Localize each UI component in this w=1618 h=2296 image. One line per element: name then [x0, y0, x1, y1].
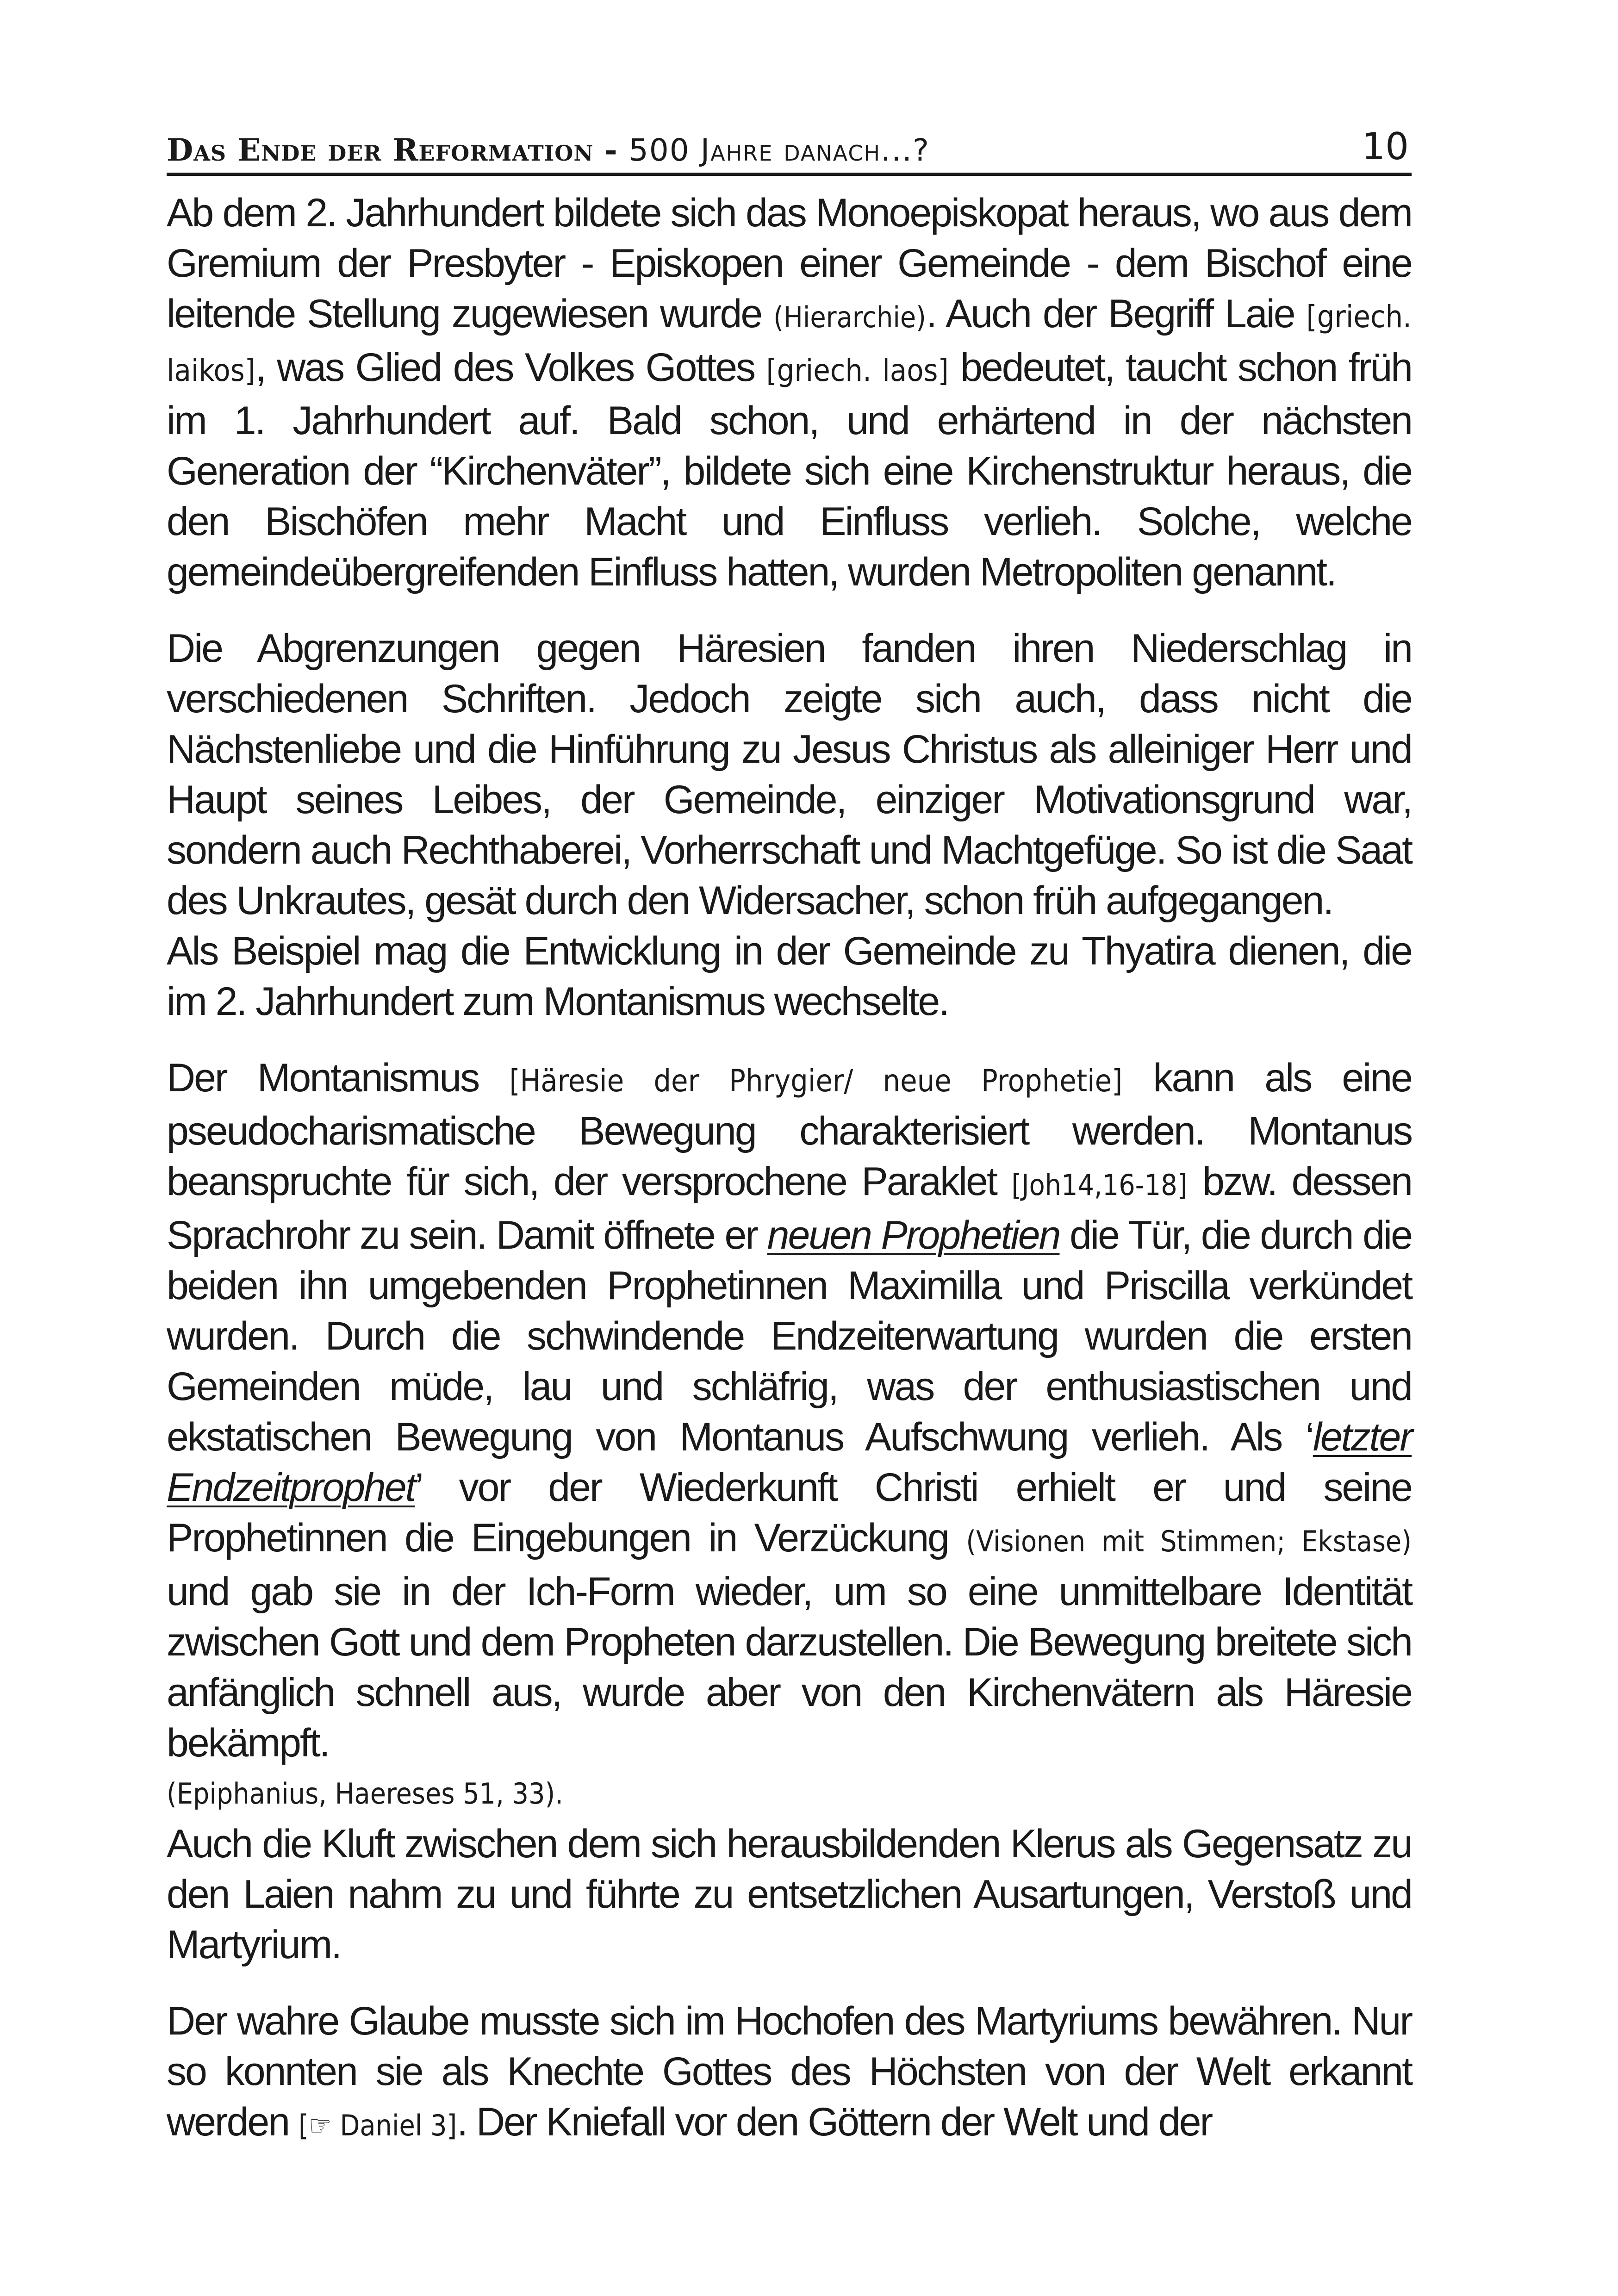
- text-run: bedeutet, taucht schon früh im 1. Jahrhundert auf. Bald schon, und erhärtend in der nächsten Generation der “Kirchenväter”, bildete sich eine Kirchenstruktur heraus, die den Bischöfen mehr Macht und Einfluss verlieh. Solche, welche gemeindeübergreifenden Einfluss hatten, wurden Metropoliten genannt.: [167, 345, 1412, 594]
- paragraph-klerus: Auch die Kluft zwischen dem sich herausbildenden Klerus als Gegensatz zu den Laien nahm zu und führte zu entsetzlichen Ausartungen, Verstoß und Martyrium.: [167, 1822, 1412, 1967]
- text-run: Ab dem 2. Jahrhundert bildete sich das Monoepiskopat heraus, wo aus dem Gremium der Presbyter - Episkopen einer Gemeinde - dem Bischof eine leitende Stellung zugewiesen wurde: [167, 191, 1412, 336]
- text-run: bzw. dessen Sprachrohr zu sein. Damit öffnete er: [167, 1159, 1412, 1257]
- text-run: und gab sie in der Ich-Form wieder, um so eine unmittelbare Identität zwischen Gott und dem Propheten darzustellen. Die Bewegung breitete sich anfänglich schnell aus, wurde aber von den Kirchenvätern als Häresie bekämpft.: [167, 1569, 1412, 1765]
- reference-note: [☞ Daniel 3]: [298, 2109, 457, 2142]
- reference-note: (Visionen mit Stimmen; Ekstase): [966, 1524, 1412, 1558]
- reference-note: [Häresie der Phrygier/ neue Prophetie]: [509, 1063, 1123, 1099]
- text-run: Der wahre Glaube musste sich im Hochofen des Martyriums bewähren. Nur so konnten sie als Knechte Gottes des Höchsten von der Welt erkannt werden: [167, 1999, 1412, 2144]
- emphasis-text: neuen Prophetien: [767, 1213, 1060, 1257]
- paragraph-monoepiskopat: [167, 188, 1412, 597]
- text-run: kann als eine pseudocharismatische Bewegung charakterisiert werden. Montanus beanspruchte für sich, der versprochene Paraklet: [167, 1056, 1412, 1204]
- header-title: [167, 132, 930, 168]
- paragraph-montanismus: [167, 1053, 1412, 1768]
- citation-epiphanius: (Epiphanius, Haereses 51, 33).: [167, 1777, 563, 1811]
- text-run: Der Montanismus: [167, 1056, 510, 1100]
- body-text: [167, 188, 1412, 2151]
- reference-note: (Hierarchie): [773, 300, 926, 334]
- page-number: 10: [1362, 125, 1409, 168]
- paragraph-thyatira: Als Beispiel mag die Entwicklung in der Gemeinde zu Thyatira dienen, die im 2. Jahrhundert zum Montanismus wechselte.: [167, 929, 1412, 1024]
- paragraph-haeresien: Die Abgrenzungen gegen Häresien fanden ihren Niederschlag in verschiedenen Schriften. Jedoch zeigte sich auch, dass nicht die Nächstenliebe und die Hinführung zu Jesus Christus als alleiniger Herr und Haupt seines Leibes, der Gemeinde, einziger Motivationsgrund war, sondern auch Rechthaberei, Vorherrschaft und Machtgefüge. So ist die Saat des Unkrautes, gesät durch den Widersacher, schon früh aufgegangen.: [167, 626, 1412, 923]
- reference-note: [griech. laos]: [766, 353, 949, 388]
- reference-note: [Joh14,16-18]: [1011, 1168, 1188, 1202]
- reference-note: [griech. laikos]: [167, 299, 1412, 388]
- emphasis-text: letzter Endzeitprophet: [167, 1415, 1412, 1510]
- document-page: [167, 125, 1412, 2151]
- text-run: die Tür, die durch die beiden ihn umgebenden Prophetinnen Maximilla und Priscilla verkündet wurden. Durch die schwindende Endzeiterwartung wurden die ersten Gemeinden müde, lau und schläfrig, was der enthusiastischen und ekstatischen Bewegung von Montanus Aufschwung verlieh. Als ‘: [167, 1213, 1412, 1459]
- text-run: ’ vor der Wiederkunft Christi erhielt er und seine Prophetinnen die Eingebungen in Verzückung: [167, 1465, 1412, 1560]
- text-run: , was Glied des Volkes Gottes: [255, 345, 766, 390]
- book-title: Das Ende der Reformation: [167, 132, 594, 168]
- text-run: . Auch der Begriff Laie: [926, 292, 1307, 336]
- book-subtitle: 500 Jahre danach...?: [629, 132, 930, 168]
- header-separator: -: [593, 132, 629, 168]
- text-run: . Der Kniefall vor den Göttern der Welt und der: [457, 2100, 1212, 2144]
- running-header: [167, 125, 1412, 176]
- paragraph-martyrium: [167, 1996, 1412, 2151]
